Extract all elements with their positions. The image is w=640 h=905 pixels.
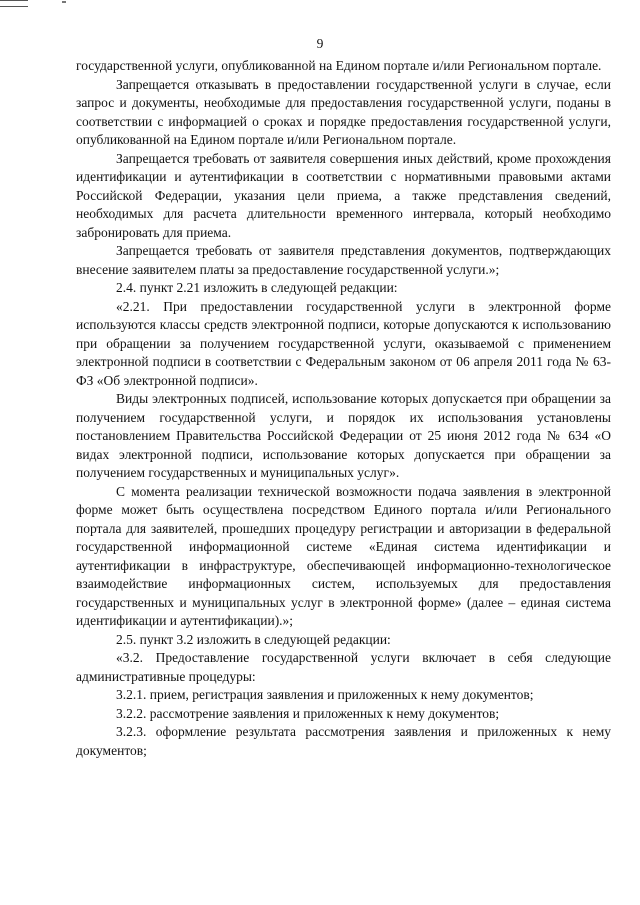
paragraph: «2.21. При предоставлении государственной услуги в электронной форме используются классы средств электронной подписи, которые допускаются к использованию при обращении за получением государственной услуги, оказываемой с применением электронной подписи в соответствии с Федеральным законом от 06 апреля 2011 года № 63-ФЗ «Об электронной подписи». [76, 298, 611, 388]
paragraph: Запрещается требовать от заявителя представления документов, подтверждающих внесение заявителем платы за предоставление государственной услуги.»; [76, 243, 611, 277]
paragraph: Запрещается требовать от заявителя совершения иных действий, кроме прохождения идентификации и аутентификации в соответствии с нормативными правовыми актами Российской Федерации, указания цели приема, а также представления сведений, необходимых для расчета длительности временного интервала, который необходимо забронировать для приема. [76, 150, 611, 240]
document-body [76, 57, 611, 760]
page-number: 9 [316, 36, 324, 51]
paragraph: 3.2.3. оформление результата рассмотрения заявления и приложенных к нему документов; [76, 724, 611, 758]
paragraph: государственной услуги, опубликованной на Едином портале и/или Региональном портале. [76, 58, 602, 73]
paragraph: 3.2.1. прием, регистрация заявления и приложенных к нему документов; [116, 687, 534, 702]
paragraph: 2.4. пункт 2.21 изложить в следующей редакции: [116, 280, 398, 295]
paragraph: «3.2. Предоставление государственной услуги включает в себя следующие административные процедуры: [76, 650, 611, 684]
paragraph: Виды электронных подписей, использование которых допускается при обращении за получением государственной услуги, и порядок их использования установлены постановлением Правительства Российской Федерации от 25 июня 2012 года № 634 «О видах электронной подписи, использование которых допускается при обращении за получением государственных и муниципальных услуг». [76, 391, 611, 480]
paragraph: 3.2.2. рассмотрение заявления и приложенных к нему документов; [116, 705, 500, 721]
scan-corner-dot [62, 1, 66, 3]
paragraph: С момента реализации технической возможности подача заявления в электронной форме может быть осуществлена посредством Единого портала и/или Регионального портала для заявителей, прошедших процедуру регистрации и авторизации в федеральной государственной информационной системе «Единая система идентификации и аутентификации в инфраструктуре, обеспечивающей информационно-технологическое взаимодействие информационных систем, используемых для предоставления государственных и муниципальных услуг в электронной форме» (далее – единая система идентификации и аутентификации).»; [76, 483, 611, 628]
paragraph: Запрещается отказывать в предоставлении государственной услуги в случае, если запрос и документы, необходимые для предоставления государственной услуги, поданы в соответствии с информацией о сроках и порядке предоставления государственной услуги, опубликованной на Едином портале и/или Региональном портале. [76, 76, 611, 147]
scan-corner-mark [0, 0, 28, 7]
paragraph: 2.5. пункт 3.2 изложить в следующей редакции: [116, 631, 391, 647]
